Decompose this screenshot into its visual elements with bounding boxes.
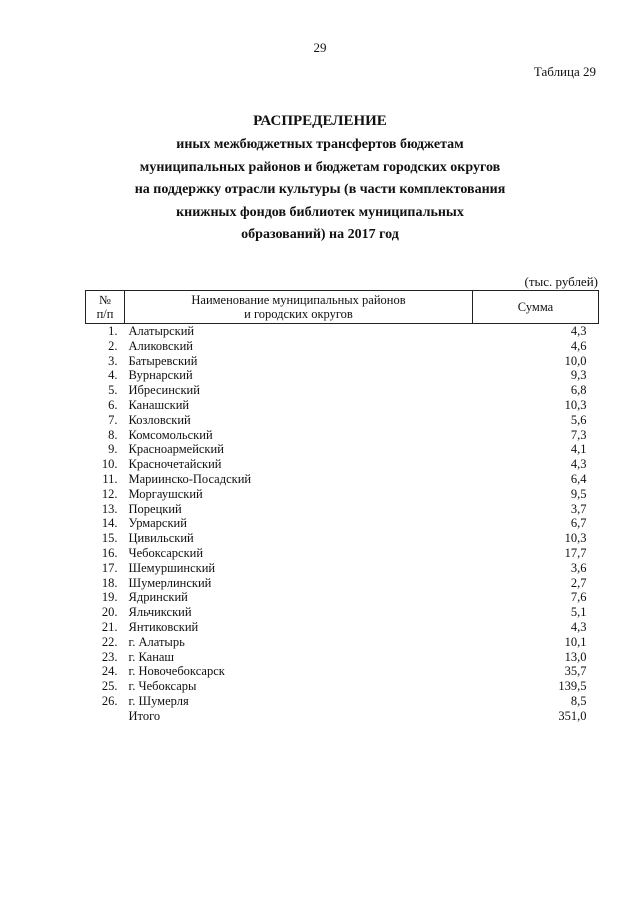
table-row: [86, 457, 599, 472]
table-row: [86, 472, 599, 487]
page-number: 29: [313, 40, 327, 55]
row-sum: 5,6: [570, 412, 587, 427]
row-number: 13.: [101, 501, 118, 516]
row-name: Вурнарский: [128, 368, 193, 383]
title-line: образований) на 2017 год: [241, 227, 399, 242]
table-row: [86, 590, 599, 605]
row-number: 24.: [101, 664, 118, 679]
total-sum: 351,0: [558, 708, 587, 723]
row-number: 18.: [101, 575, 118, 590]
row-sum: 10,3: [564, 531, 587, 546]
row-number: 26.: [101, 693, 118, 708]
title-line: муниципальных районов и бюджетам городских округов: [139, 159, 501, 175]
table-row: [86, 383, 599, 398]
header-number-line1: №: [99, 293, 111, 307]
row-sum: 3,7: [570, 501, 587, 516]
table-row: [86, 650, 599, 665]
row-sum: 6,4: [570, 471, 587, 486]
table-row: [86, 576, 599, 591]
table-row: [86, 398, 599, 413]
header-name: [125, 291, 473, 324]
row-sum: 10,0: [564, 353, 587, 368]
table-row: [86, 635, 599, 650]
row-number: 22.: [101, 634, 118, 649]
row-number: 11.: [102, 471, 118, 486]
row-number: 19.: [101, 590, 118, 605]
row-number: 2.: [108, 338, 118, 353]
title-line: иных межбюджетных трансфертов бюджетам: [176, 137, 464, 152]
header-number-line2: п/п: [96, 307, 114, 321]
table-row: [86, 442, 599, 457]
row-number: 23.: [101, 649, 118, 664]
row-name: Яльчикский: [128, 605, 192, 620]
total-label: Итого: [128, 708, 161, 723]
row-name: Канашский: [128, 397, 190, 412]
table-row: [86, 413, 599, 428]
row-name: Шемуршинский: [128, 560, 216, 575]
row-name: г. Алатырь: [128, 634, 185, 649]
header-name-line1: Наименование муниципальных районов: [191, 293, 406, 307]
total-row: [86, 709, 599, 724]
table-row: [86, 620, 599, 635]
row-number: 8.: [108, 427, 118, 442]
row-name: Янтиковский: [128, 619, 199, 634]
row-sum: 7,3: [570, 427, 587, 442]
row-number: 16.: [101, 545, 118, 560]
row-name: Батыревский: [128, 353, 198, 368]
table-row: [86, 516, 599, 531]
row-sum: 6,8: [570, 383, 587, 398]
row-name: Порецкий: [128, 501, 182, 516]
table-row: [86, 694, 599, 709]
row-name: Аликовский: [128, 338, 193, 353]
table-row: [86, 502, 599, 517]
row-sum: 4,3: [570, 324, 587, 338]
row-number: 1.: [108, 324, 118, 338]
row-name: Красночетайский: [128, 457, 222, 472]
total-num-cell: [86, 709, 125, 724]
row-name: Алатырский: [128, 324, 195, 338]
row-name: Моргаушский: [128, 486, 203, 501]
row-name: Комсомольский: [128, 427, 213, 442]
row-name: г. Канаш: [128, 649, 175, 664]
row-number: 17.: [101, 560, 118, 575]
row-number: 25.: [101, 679, 118, 694]
header-name-line2: и городских округов: [244, 307, 353, 321]
row-name: Мариинско-Посадский: [128, 471, 252, 486]
row-number: 20.: [101, 605, 118, 620]
row-number: 12.: [101, 486, 118, 501]
row-name: Шумерлинский: [128, 575, 212, 590]
table-row: [86, 664, 599, 679]
row-number: 6.: [108, 397, 118, 412]
title-line: книжных фондов библиотек муниципальных: [176, 204, 464, 220]
title-main: РАСПРЕДЕЛЕНИЕ: [253, 113, 387, 129]
row-sum: 10,3: [564, 397, 587, 412]
row-number: 14.: [101, 516, 118, 531]
row-sum: 3,6: [570, 560, 587, 575]
row-number: 15.: [101, 531, 118, 546]
row-name: Чебоксарский: [128, 545, 204, 560]
row-sum: 9,3: [570, 368, 587, 383]
table-row: [86, 679, 599, 694]
row-sum: 9,5: [570, 486, 587, 501]
table-header-row: [86, 291, 599, 324]
table-row: [86, 428, 599, 443]
table-row: [86, 324, 599, 339]
row-name: г. Шумерля: [128, 693, 189, 708]
row-name: Урмарский: [128, 516, 187, 531]
distribution-table: [85, 290, 599, 724]
row-number: 4.: [108, 368, 118, 383]
row-number: 3.: [108, 353, 118, 368]
row-sum: 10,1: [564, 634, 587, 649]
row-number: 21.: [101, 619, 118, 634]
row-sum: 5,1: [570, 605, 587, 620]
row-sum: 17,7: [564, 545, 587, 560]
row-sum: 4,3: [570, 457, 587, 472]
row-name: Ядринский: [128, 590, 188, 605]
row-number: 5.: [108, 383, 118, 398]
row-number: 7.: [108, 412, 118, 427]
table-row: [86, 561, 599, 576]
row-number: 9.: [108, 442, 118, 457]
row-sum: 13,0: [564, 649, 587, 664]
row-sum: 6,7: [570, 516, 587, 531]
row-name: г. Чебоксары: [128, 679, 197, 694]
title-line: на поддержку отрасли культуры (в части комплектования: [134, 182, 506, 197]
document-title: [0, 111, 640, 247]
table-row: [86, 531, 599, 546]
row-sum: 35,7: [564, 664, 587, 679]
row-sum: 139,5: [558, 679, 587, 694]
units-label: (тыс. рублей): [524, 274, 598, 289]
row-name: г. Новочебоксарск: [128, 664, 225, 679]
table-row: [86, 354, 599, 369]
table-row: [86, 487, 599, 502]
table-row: [86, 605, 599, 620]
row-name: Козловский: [128, 412, 191, 427]
row-number: 10.: [101, 457, 118, 472]
row-sum: 7,6: [570, 590, 587, 605]
table-row: [86, 368, 599, 383]
header-number: [86, 291, 125, 324]
row-sum: 2,7: [570, 575, 587, 590]
row-sum: 8,5: [570, 693, 587, 708]
row-sum: 4,3: [570, 619, 587, 634]
row-name: Цивильский: [128, 531, 194, 546]
row-name: Красноармейский: [128, 442, 224, 457]
table-row: [86, 546, 599, 561]
row-sum: 4,6: [570, 338, 587, 353]
row-name: Ибресинский: [128, 383, 200, 398]
row-sum: 4,1: [570, 442, 587, 457]
table-row: [86, 339, 599, 354]
table-body: [86, 324, 599, 709]
header-sum: Сумма: [473, 291, 599, 324]
table-label: Таблица 29: [533, 64, 596, 79]
